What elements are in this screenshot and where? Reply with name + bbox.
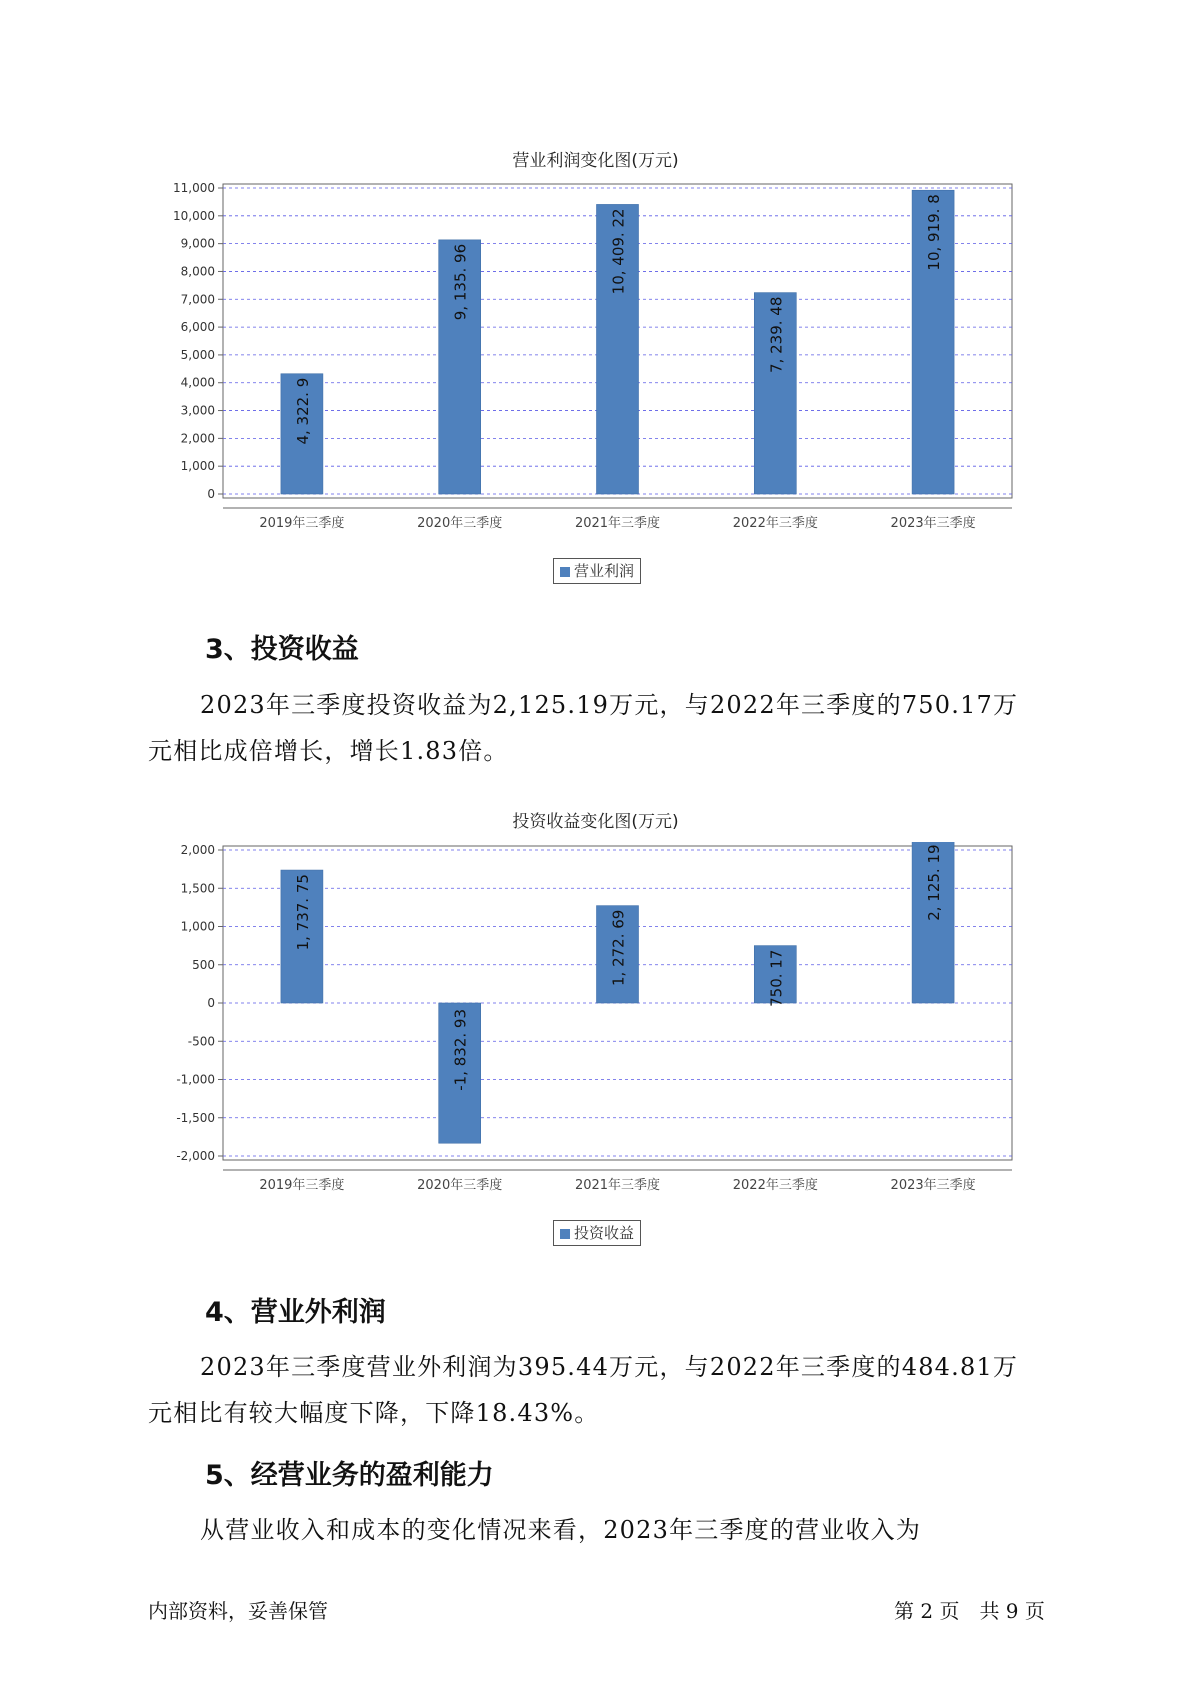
section4-heading: 4、营业外利润 — [205, 1297, 386, 1328]
bar-value-label: -1, 832. 93 — [451, 1009, 470, 1091]
chart2-legend-label: 投资收益 — [574, 1224, 635, 1242]
y-tick-label: -1,000 — [176, 1072, 215, 1087]
chart2-title: 投资收益变化图(万元) — [512, 812, 679, 832]
chart1-legend-label: 营业利润 — [574, 562, 635, 580]
section5-line1: 从营业收入和成本的变化情况来看，2023年三季度的营业收入为 — [200, 1516, 922, 1544]
y-tick-label: -500 — [187, 1034, 215, 1049]
x-tick-label: 2022年三季度 — [732, 1178, 818, 1193]
bar-value-label: 4, 322. 9 — [293, 377, 312, 445]
chart2-legend — [553, 1220, 641, 1246]
y-tick-label: 500 — [192, 957, 215, 972]
y-tick-label: 6,000 — [180, 320, 215, 335]
x-tick-label: 2020年三季度 — [417, 516, 503, 531]
y-tick-label: 5,000 — [180, 347, 215, 362]
x-tick-label: 2022年三季度 — [732, 516, 818, 531]
y-tick-label: -1,500 — [176, 1110, 215, 1125]
y-tick-label: 11,000 — [173, 181, 215, 195]
legend-swatch-icon — [560, 567, 570, 577]
y-tick-label: -2,000 — [176, 1149, 215, 1163]
section3-paragraph — [148, 682, 1048, 774]
y-tick-label: 1,000 — [180, 919, 215, 934]
section4-line2: 元相比有较大幅度下降，下降18.43%。 — [148, 1399, 600, 1427]
x-tick-label: 2019年三季度 — [259, 516, 345, 531]
y-tick-label: 8,000 — [180, 264, 215, 279]
y-tick-label: 9,000 — [180, 236, 215, 251]
chart1-title: 营业利润变化图(万元) — [512, 151, 679, 171]
x-tick-label: 2019年三季度 — [259, 1178, 345, 1193]
y-tick-label: 1,000 — [180, 459, 215, 474]
y-tick-label: 0 — [207, 487, 215, 501]
section5-heading: 5、经营业务的盈利能力 — [205, 1460, 494, 1491]
legend-swatch-icon — [560, 1229, 570, 1239]
bar-value-label: 7, 239. 48 — [767, 296, 786, 373]
section5-paragraph — [148, 1507, 1048, 1553]
section4-line1: 2023年三季度营业外利润为395.44万元，与2022年三季度的484.81万 — [200, 1353, 1019, 1381]
footer-page-number: 第 2 页 共 9 页 — [894, 1599, 1045, 1623]
x-tick-label: 2023年三季度 — [890, 516, 976, 531]
section3-heading: 3、投资收益 — [205, 634, 359, 665]
investment-income-chart — [160, 842, 1020, 1212]
x-tick-label: 2023年三季度 — [890, 1178, 976, 1193]
x-tick-label: 2021年三季度 — [574, 1178, 661, 1193]
y-tick-label: 1,500 — [180, 881, 215, 896]
x-tick-label: 2020年三季度 — [417, 1178, 503, 1193]
section3-line2: 元相比成倍增长，增长1.83倍。 — [148, 737, 509, 765]
bar-value-label: 2, 125. 19 — [925, 844, 944, 921]
section3-line1: 2023年三季度投资收益为2,125.19万元，与2022年三季度的750.17万 — [200, 691, 1019, 719]
bar-value-label: 10, 409. 22 — [609, 208, 628, 295]
y-tick-label: 0 — [207, 996, 215, 1010]
y-tick-label: 3,000 — [180, 403, 215, 418]
y-tick-label: 2,000 — [180, 843, 215, 857]
bar-value-label: 10, 919. 8 — [925, 194, 944, 271]
operating-profit-chart — [160, 180, 1020, 550]
y-tick-label: 2,000 — [180, 431, 215, 446]
bar-value-label: 1, 737. 75 — [293, 874, 312, 951]
y-tick-label: 10,000 — [173, 208, 215, 223]
bar-value-label: 1, 272. 69 — [609, 909, 628, 986]
bar-value-label: 9, 135. 96 — [451, 243, 470, 321]
footer-confidential-note: 内部资料，妥善保管 — [148, 1599, 328, 1623]
section4-paragraph — [148, 1344, 1048, 1436]
y-tick-label: 7,000 — [180, 292, 215, 307]
chart1-legend — [553, 558, 641, 584]
y-tick-label: 4,000 — [180, 375, 215, 390]
bar-value-label: 750. 17 — [767, 949, 786, 1007]
x-tick-label: 2021年三季度 — [574, 516, 661, 531]
